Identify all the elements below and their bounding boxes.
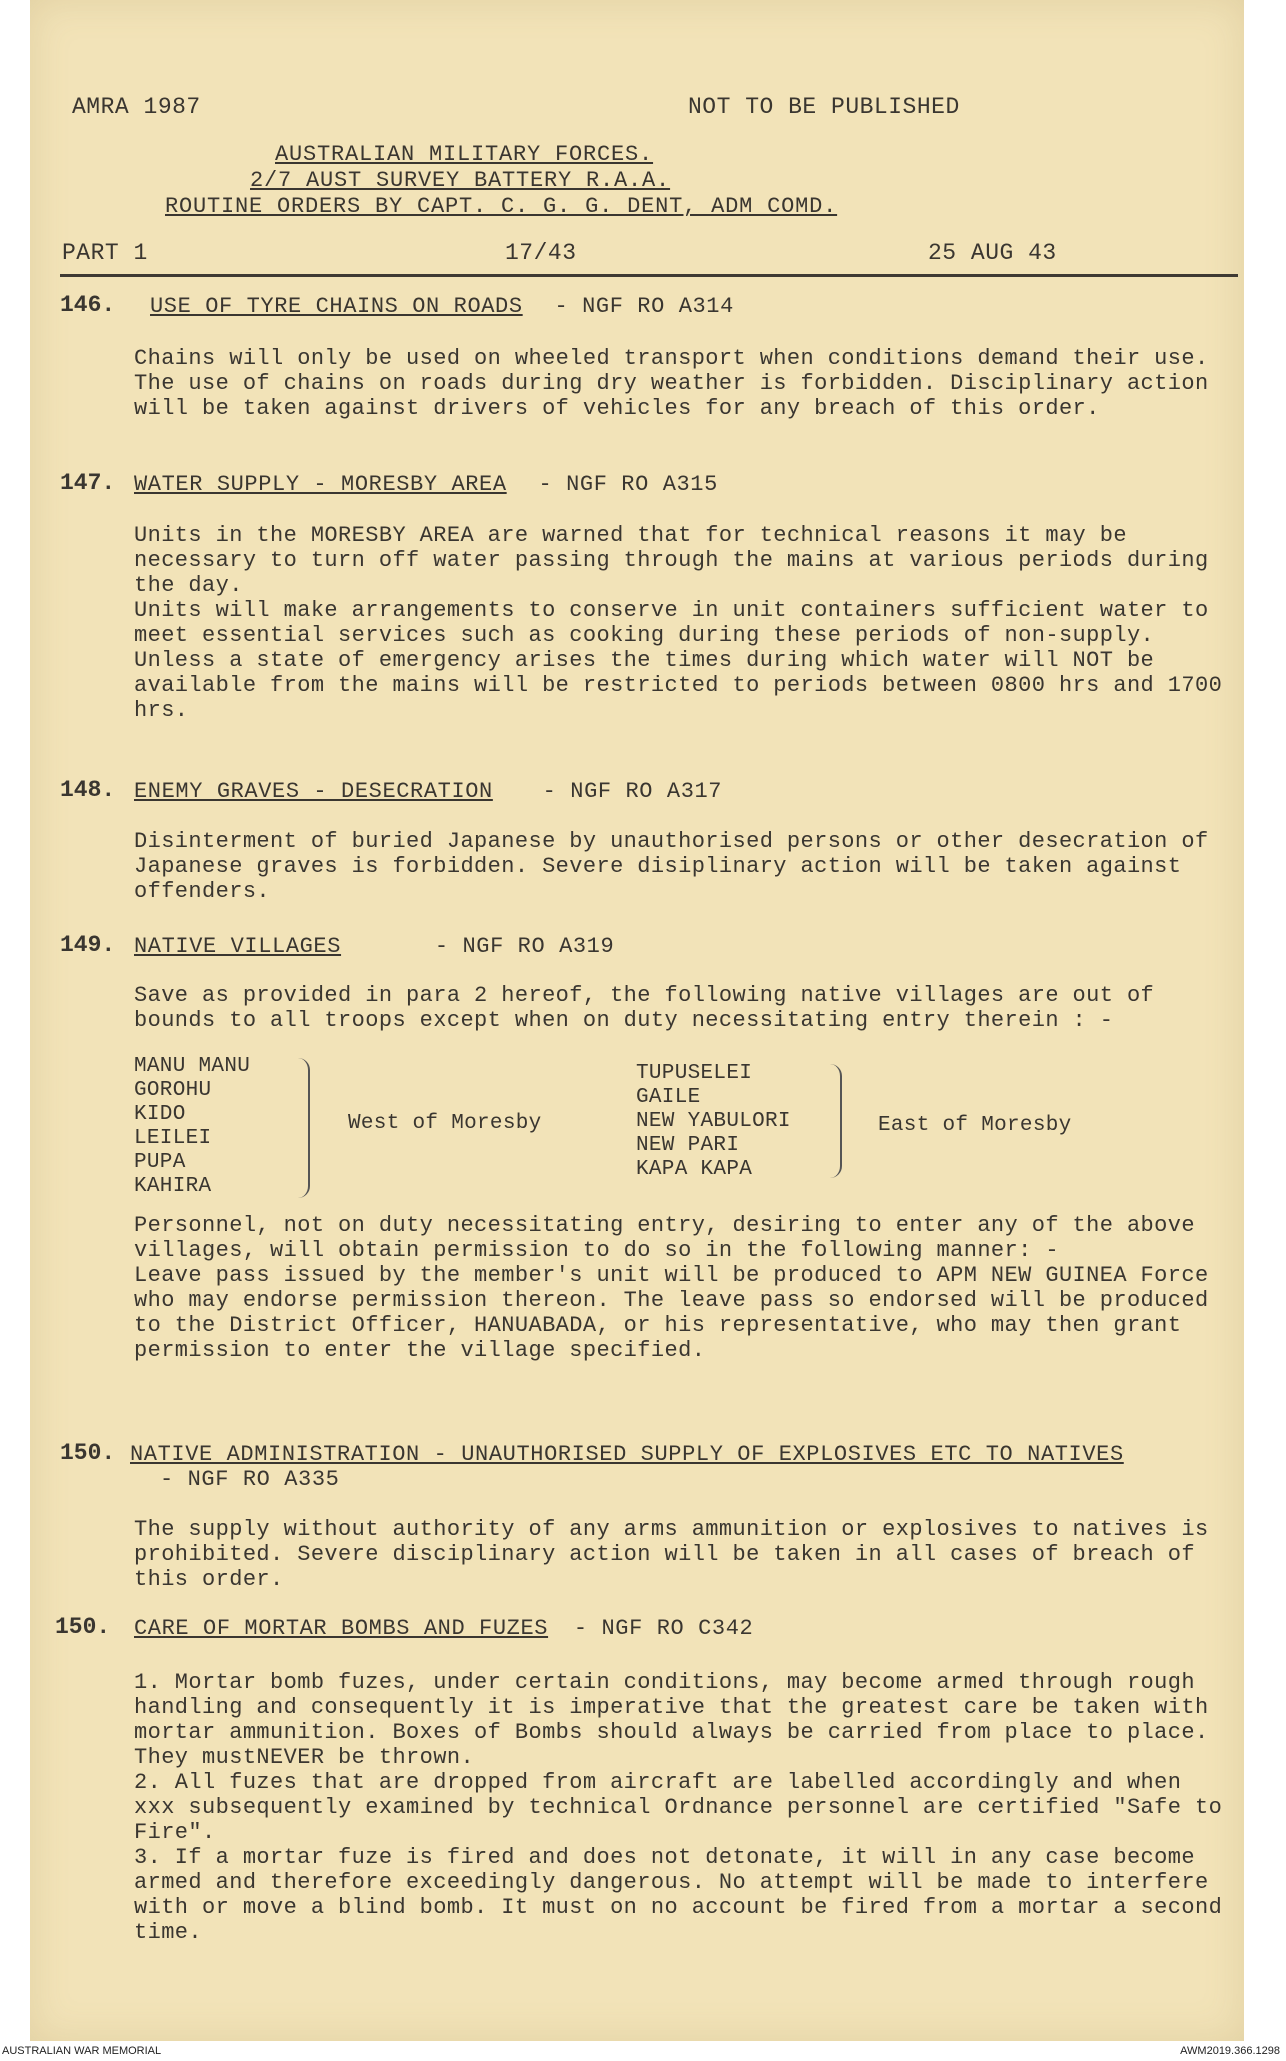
village-name: NEW YABULORI [636, 1110, 791, 1133]
order-147-paragraph-1: Units in the MORESBY AREA are warned that for technical reasons it may be necessary to turn off water passing through the mains at various periods during the day. [134, 523, 1209, 598]
west-villages-label: West of Moresby [348, 1112, 542, 1135]
order-150a-ref: - NGF RO A335 [160, 1467, 340, 1492]
east-villages-bracket [830, 1064, 842, 1178]
order-147-title: WATER SUPPLY - MORESBY AREA [134, 472, 507, 497]
order-149-heading [134, 934, 614, 959]
village-name: KIDO [134, 1103, 186, 1126]
order-146-body [134, 346, 1234, 421]
order-148-paragraph: Disinterment of buried Japanese by unauthorised persons or other desecration of Japanese graves is forbidden. Severe disiplinary action will be taken against offenders. [134, 829, 1209, 904]
village-name: GOROHU [134, 1079, 212, 1102]
order-150a-paragraph: The supply without authority of any arms ammunition or explosives to natives is prohibited. Severe disciplinary action will be taken in all cases of breach of this order. [134, 1517, 1209, 1592]
order-150b-title: CARE OF MORTAR BOMBS AND FUZES [134, 1616, 549, 1641]
order-date: 25 AUG 43 [928, 240, 1057, 266]
order-150b-paragraph-1: 1. Mortar bomb fuzes, under certain conditions, may become armed through rough handling and consequently it is imperative that the greatest care be taken with mortar ammunition. Boxes of Bombs should always be carried from place to place. They mustNEVER be thrown. [134, 1670, 1209, 1770]
header-divider [60, 274, 1238, 277]
order-147-paragraph-3: Unless a state of emergency arises the times during which water will NOT be available from the mains will be restricted to periods between 0800 hrs and 1700 hrs. [134, 648, 1223, 723]
order-146-number: 146. [60, 292, 116, 318]
header-line-3: ROUTINE ORDERS BY CAPT. C. G. G. DENT, ADM COMD. [165, 194, 838, 219]
village-name: KAPA KAPA [636, 1158, 753, 1181]
order-number: 17/43 [505, 240, 577, 266]
order-146-paragraph: Chains will only be used on wheeled transport when conditions demand their use. The use of chains on roads during dry weather is forbidden. Disciplinary action will be taken against drivers of vehicles for any breach of this order. [134, 346, 1209, 421]
order-150a-heading [130, 1442, 1130, 1492]
order-149-paragraph-2: Leave pass issued by the member's unit will be produced to APM NEW GUINEA Force who may endorse permission thereon. The leave pass so endorsed will be produced to the District Officer, HANUABADA, or his representative, who may then grant permission to enter the village specified. [134, 1263, 1209, 1363]
order-149-paragraph-1: Personnel, not on duty necessitating entry, desiring to enter any of the above villages, will obtain permission to do so in the following manner: - [134, 1213, 1195, 1263]
order-150b-paragraph-3: 3. If a mortar fuze is fired and does not detonate, it will in any case become armed and therefore exceedingly dangerous. No attempt will be made to interfere with or move a blind bomb. It must on no account be fired from a mortar a second time. [134, 1845, 1223, 1945]
footer-accession: AWM2019.366.1298 [1180, 2045, 1280, 2057]
order-150b-paragraph-2: 2. All fuzes that are dropped from aircraft are labelled accordingly and when xxx subsequently examined by technical Ordnance personnel are certified "Safe to Fire". [134, 1770, 1223, 1845]
order-149-number: 149. [60, 932, 116, 958]
footer-institution: AUSTRALIAN WAR MEMORIAL [2, 2045, 162, 2057]
order-150a-number: 150. [60, 1440, 116, 1466]
order-148-heading [134, 779, 722, 804]
order-146-title: USE OF TYRE CHAINS ON ROADS [150, 294, 523, 319]
order-150b-ref: - NGF RO C342 [573, 1616, 754, 1641]
village-name: TUPUSELEI [636, 1062, 753, 1085]
order-149-title: NATIVE VILLAGES [134, 934, 342, 959]
order-150a-title: NATIVE ADMINISTRATION - UNAUTHORISED SUPPLY OF EXPLOSIVES ETC TO NATIVES [130, 1442, 1124, 1467]
order-147-paragraph-2: Units will make arrangements to conserve in unit containers sufficient water to meet essential services such as cooking during these periods of non-supply. [134, 598, 1209, 648]
order-150b-heading [134, 1616, 753, 1641]
document-reference: AMRA 1987 [72, 94, 201, 120]
order-148-number: 148. [60, 777, 116, 803]
order-146-heading [150, 294, 734, 319]
order-148-ref: - NGF RO A317 [542, 779, 723, 804]
order-147-body [134, 523, 1234, 723]
header-line-2: 2/7 AUST SURVEY BATTERY R.A.A. [250, 168, 671, 193]
order-149-intro: Save as provided in para 2 hereof, the following native villages are out of bounds to all troops except when on duty necessitating entry therein : - [134, 983, 1155, 1033]
header-line-1: AUSTRALIAN MILITARY FORCES. [275, 142, 654, 167]
order-150a-body [134, 1517, 1234, 1592]
village-name: GAILE [636, 1086, 701, 1109]
east-villages-list [636, 1062, 791, 1182]
west-villages-bracket [298, 1058, 310, 1198]
order-147-number: 147. [60, 470, 116, 496]
publication-notice: NOT TO BE PUBLISHED [688, 94, 960, 120]
village-name: PUPA [134, 1151, 186, 1174]
order-149-ref: - NGF RO A319 [434, 934, 615, 959]
village-name: NEW PARI [636, 1134, 740, 1157]
order-148-title: ENEMY GRAVES - DESECRATION [134, 779, 493, 804]
village-name: KAHIRA [134, 1175, 212, 1198]
part-label: PART 1 [62, 240, 148, 266]
order-150b-number: 150. [55, 1614, 111, 1640]
order-147-heading [134, 472, 718, 497]
order-150b-body [134, 1670, 1234, 1945]
village-name: LEILEI [134, 1127, 212, 1150]
village-name: MANU MANU [134, 1055, 251, 1078]
east-villages-label: East of Moresby [878, 1114, 1072, 1137]
order-147-ref: - NGF RO A315 [538, 472, 718, 497]
west-villages-list [134, 1055, 250, 1199]
order-149-body [134, 1213, 1234, 1363]
order-146-ref: - NGF RO A314 [554, 294, 734, 319]
order-148-body [134, 829, 1234, 904]
